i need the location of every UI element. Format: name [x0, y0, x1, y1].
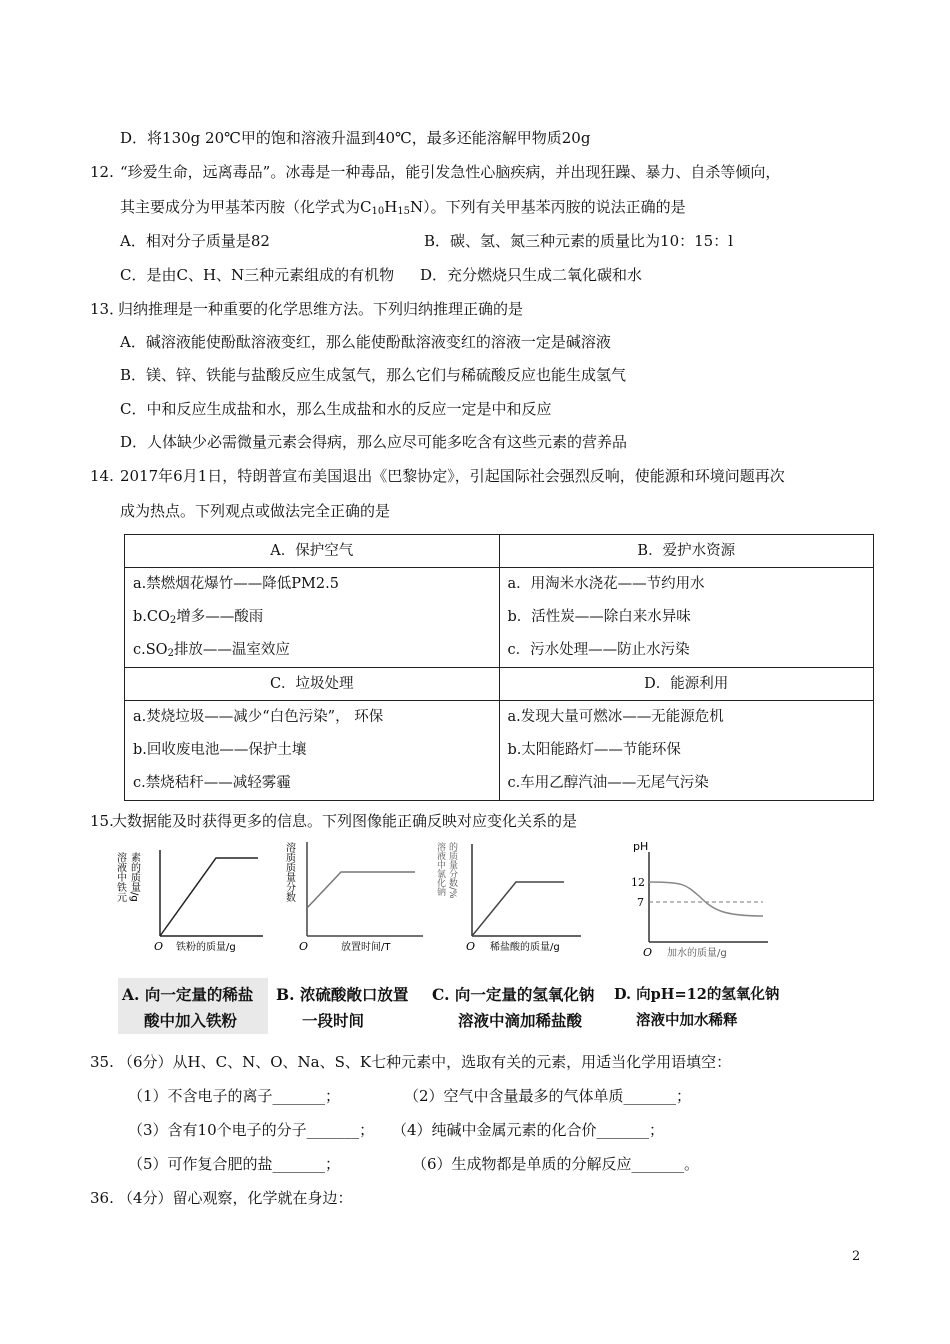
graph-a-curve — [160, 858, 258, 936]
a3-sub: 2 — [167, 648, 174, 659]
table-cell-d — [499, 701, 874, 801]
q35-item4: （4）纯碱中金属元素的化合价_______； — [392, 1121, 665, 1139]
q36-stem: （4分）留心观察，化学就在身边： — [118, 1189, 353, 1207]
a2-pre: b.CO — [133, 609, 170, 625]
table-c-item2: b.回收废电池——保护土壤 — [133, 742, 307, 758]
q12-option-d: D．充分燃烧只生成二氧化碳和水 — [420, 266, 643, 284]
q12-option-b: B．碳、氢、氮三种元素的质量比为10：15：l — [424, 232, 733, 250]
graph-b-xlabel: 放置时间/T — [341, 942, 391, 953]
table-cell-c — [125, 701, 500, 801]
graph-a-caption — [122, 982, 253, 1034]
q12-option-a: A．相对分子质量是82 — [120, 232, 270, 250]
q12-stem-pre: 其主要成分为甲基苯丙胺（化学式为C — [120, 198, 372, 216]
graph-d — [623, 838, 773, 958]
graph-c-caption — [432, 982, 594, 1034]
q15-graphs — [114, 838, 780, 1034]
a3-pre: c.SO — [133, 642, 168, 658]
graph-a-caption-line1: A. 向一定量的稀盐 — [122, 985, 254, 1004]
table-d-item1: a.发现大量可燃冰——无能源危机 — [507, 709, 724, 725]
graph-b-caption — [276, 982, 408, 1034]
table-cell-b — [499, 568, 874, 668]
q14-number: 14. — [90, 467, 114, 485]
q35-item1: （1）不含电子的离子_______； — [128, 1087, 341, 1105]
q35-item3: （3）含有10个电子的分子_______； — [128, 1121, 375, 1139]
q12-option-c: C．是由C、H、N三种元素组成的有机物 — [120, 266, 395, 284]
q14-options-table — [124, 534, 874, 801]
graph-d-ylabel: pH — [633, 840, 649, 853]
q12-stem-post: N）。下列有关甲基苯丙胺的说法正确的是 — [410, 198, 686, 216]
graph-d-caption-line1: D. 向pH=12的氢氧化钠 — [614, 986, 780, 1003]
table-head-b: B．爱护水资源 — [499, 535, 874, 568]
q12-stem-line1: “珍爱生命，远离毒品”。冰毒是一种毒品，能引发急性心脑疾病，并出现狂躁、暴力、自杀等倾向， — [120, 163, 781, 181]
graph-c-curve — [472, 882, 564, 936]
graph-a-origin: O — [154, 940, 164, 953]
q13-option-b: B．镁、锌、铁能与盐酸反应生成氢气，那么它们与稀硫酸反应也能生成氢气 — [120, 366, 627, 384]
q15-stem: 大数据能及时获得更多的信息。下列图像能正确反映对应变化关系的是 — [112, 812, 578, 830]
table-head-d: D．能源利用 — [499, 668, 874, 701]
q36-number: 36. — [90, 1189, 114, 1207]
q12-stem-line2 — [120, 197, 686, 222]
table-c-item3: c.禁烧秸秆——减轻雾霾 — [133, 775, 291, 791]
table-a-item2 — [133, 601, 491, 634]
graph-a-ylabel-b: 素的质量/g — [128, 852, 140, 902]
q12-sub-c: 10 — [371, 206, 385, 217]
q13-option-c: C．中和反应生成盐和水，那么生成盐和水的反应一定是中和反应 — [120, 400, 552, 418]
a2-post: 增多——酸雨 — [176, 609, 264, 625]
q35-item5: （5）可作复合肥的盐_______； — [128, 1155, 341, 1173]
table-a-item1: a.禁燃烟花爆竹——降低PM2.5 — [133, 576, 339, 592]
table-b-item3: c．污水处理——防止水污染 — [507, 642, 690, 658]
graph-d-curve — [649, 882, 763, 916]
graph-d-origin: O — [643, 946, 653, 959]
table-cell-a — [125, 568, 500, 668]
page-number: 2 — [852, 1249, 861, 1264]
graph-a-ylabel-a: 溶液中铁元 — [114, 852, 126, 902]
graph-d-caption — [614, 982, 779, 1034]
graph-b-caption-line1: B. 浓硫酸敞口放置 — [276, 985, 409, 1004]
graph-a — [114, 838, 268, 958]
graph-a-xlabel: 铁粉的质量/g — [176, 942, 236, 953]
q14-stem-line1: 2017年6月1日，特朗普宣布美国退出《巴黎协定》，引起国际社会强烈反响，使能源和环境问题再次 — [120, 467, 785, 485]
table-head-c: C．垃圾处理 — [125, 668, 500, 701]
a2-sub: 2 — [169, 615, 177, 626]
graph-c-origin: O — [466, 940, 476, 953]
q13-number: 13． — [90, 300, 125, 318]
graph-d-xlabel: 加水的质量/g — [667, 948, 727, 959]
graph-d-tick-12: 12 — [631, 876, 645, 889]
graph-c-caption-line1: C. 向一定量的氢氧化钠 — [432, 985, 595, 1004]
q13-option-d: D．人体缺少必需微量元素会得病，那么应尽可能多吃含有这些元素的营养品 — [120, 433, 628, 451]
graph-c-ylabel-a: 溶液中氯化钠 — [435, 842, 445, 896]
table-d-item3: c.车用乙醇汽油——无尾气污染 — [507, 775, 709, 791]
graph-b-curve — [307, 872, 415, 908]
q35-stem: （6分）从H、C、N、O、Na、S、K七种元素中，选取有关的元素，用适当化学用语填空： — [118, 1053, 732, 1071]
graph-c-caption-line2: 溶液中滴加稀盐酸 — [458, 1011, 583, 1030]
q12-number: 12. — [90, 163, 114, 181]
graph-c-xlabel: 稀盐酸的质量/g — [490, 942, 560, 953]
q15-number: 15. — [90, 812, 114, 830]
q35-item6: （6）生成物都是单质的分解反应_______。 — [412, 1155, 700, 1173]
q35-number: 35. — [90, 1053, 114, 1071]
graph-d-caption-line2: 溶液中加水稀释 — [636, 1012, 738, 1029]
q13-stem: 归纳推理是一种重要的化学思维方法。下列归纳推理正确的是 — [118, 300, 524, 318]
q12-sub-h: 15 — [397, 206, 411, 217]
graph-b-ylabel: 溶质质量分数 — [283, 842, 295, 902]
table-a-item3 — [133, 634, 491, 667]
graph-a-caption-line2: 酸中加入铁粉 — [144, 1011, 238, 1030]
q14-stem-line2: 成为热点。下列观点或做法完全正确的是 — [120, 502, 391, 520]
graph-c — [436, 838, 586, 958]
graph-c-ylabel-b: 的质量分数/% — [447, 842, 457, 899]
graph-b — [283, 838, 433, 958]
a3-post: 排放——温室效应 — [173, 642, 290, 658]
q35-item2: （2）空气中含量最多的气体单质_______； — [404, 1087, 692, 1105]
graph-d-tick-7: 7 — [637, 896, 644, 909]
q11-option-d: D．将130g 20℃甲的饱和溶液升温到40℃，最多还能溶解甲物质20g — [120, 129, 591, 147]
table-c-item1: a.焚烧垃圾——减少“白色污染”， 环保 — [133, 709, 384, 725]
table-d-item2: b.太阳能路灯——节能环保 — [507, 742, 681, 758]
graph-b-origin: O — [299, 940, 309, 953]
q13-option-a: A．碱溶液能使酚酞溶液变红，那么能使酚酞溶液变红的溶液一定是碱溶液 — [120, 333, 611, 351]
graph-b-caption-line2: 一段时间 — [302, 1011, 365, 1030]
q12-h: H — [384, 198, 398, 216]
table-head-a: A．保护空气 — [125, 535, 500, 568]
table-b-item1: a．用淘米水浇花——节约用水 — [507, 576, 705, 592]
table-b-item2: b．活性炭——除白来水异味 — [507, 609, 691, 625]
